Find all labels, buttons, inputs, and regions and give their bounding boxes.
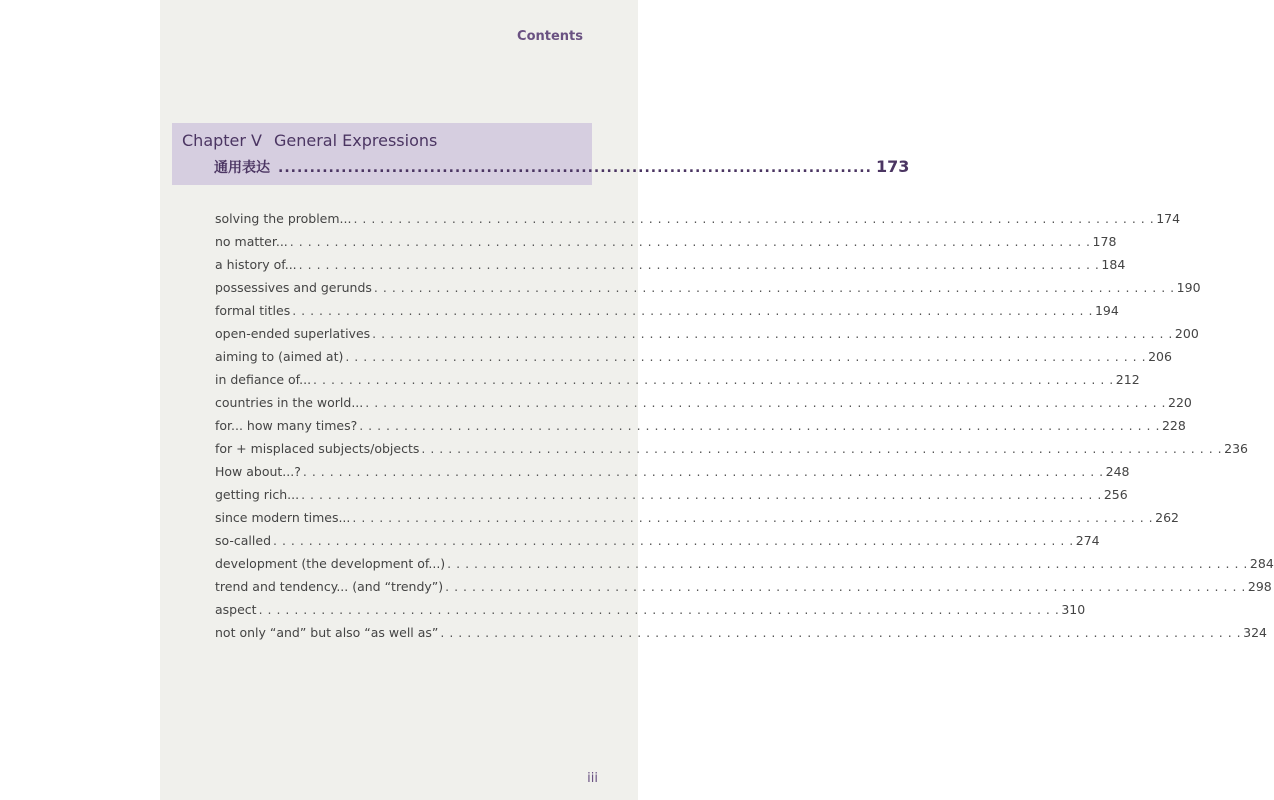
toc-entry-title: no matter... — [215, 234, 288, 249]
dot-leader: . . . . . . . . . . . . . . . . . . . . . . . . . . . . . . . . . . . . . . . . . . . . . . . . . . . . . . . . . . . . . . . . . . . . . . . . . . . . . . . . . . . . . . . . . . — [353, 211, 1155, 226]
toc-entry-title: countries in the world... — [215, 395, 364, 410]
toc-entry-title: formal titles — [215, 303, 291, 318]
toc-entry-title: a history of... — [215, 257, 297, 272]
dot-leader: . . . . . . . . . . . . . . . . . . . . . . . . . . . . . . . . . . . . . . . . . . . . . . . . . . . . . . . . . . . . . . . . . . . . . . . . . . . . . . . . . . . . . . . . . . — [365, 395, 1166, 410]
page-folio: iii — [587, 771, 598, 786]
dot-leader: . . . . . . . . . . . . . . . . . . . . . . . . . . . . . . . . . . . . . . . . . . . . . . . . . . . . . . . . . . . . . . . . . . . . . . . . . . . . . . . . . . . . . . . . . . — [445, 579, 1246, 594]
dot-leader: . . . . . . . . . . . . . . . . . . . . . . . . . . . . . . . . . . . . . . . . . . . . . . . . . . . . . . . . . . . . . . . . . . . . . . . . . . . . . . . . . . . . . . . . . . — [301, 487, 1102, 502]
toc-entry-title: development (the development of...) — [215, 556, 446, 571]
toc-entry — [215, 487, 1128, 510]
dot-leader: . . . . . . . . . . . . . . . . . . . . . . . . . . . . . . . . . . . . . . . . . . . . . . . . . . . . . . . . . . . . . . . . . . . . . . . . . . . . . . . . . . . . . . . . . . — [421, 441, 1223, 456]
toc-entry-page: 274 — [1075, 533, 1100, 548]
dot-leader: . . . . . . . . . . . . . . . . . . . . . . . . . . . . . . . . . . . . . . . . . . . . . . . . . . . . . . . . . . . . . . . . . . . . . . . . . . . . . . . . . . . . . . . . . . — [273, 533, 1074, 548]
chapter-page-number: 173 — [875, 157, 910, 176]
dot-leader: . . . . . . . . . . . . . . . . . . . . . . . . . . . . . . . . . . . . . . . . . . . . . . . . . . . . . . . . . . . . . . . . . . . . . . . . . . . . . . . . . . . . . . . . . . — [345, 349, 1147, 364]
toc-entry-page: 310 — [1061, 602, 1086, 617]
dot-leader: . . . . . . . . . . . . . . . . . . . . . . . . . . . . . . . . . . . . . . . . . . . . . . . . . . . . . . . . . . . . . . . . . . . . . . . . . . . . . . . . . . . . . . . . . . — [447, 556, 1248, 571]
toc-entry-page: 284 — [1249, 556, 1274, 571]
toc-entry — [215, 533, 1100, 556]
dot-leader: . . . . . . . . . . . . . . . . . . . . . . . . . . . . . . . . . . . . . . . . . . . . . . . . . . . . . . . . . . . . . . . . . . . . . . . . . . . . . . . . . . . . . . . . . . — [352, 510, 1154, 525]
chapter-subtitle-row — [214, 157, 910, 179]
toc-entry-page: 190 — [1176, 280, 1201, 295]
toc-entry-page: 200 — [1174, 326, 1199, 341]
dot-leader: . . . . . . . . . . . . . . . . . . . . . . . . . . . . . . . . . . . . . . . . . . . . . . . . . . . . . . . . . . . . . . . . . . . . . . . . . . . . . . . . . . . . . . . . . . — [373, 280, 1175, 295]
running-head: Contents — [517, 29, 583, 44]
dot-leader: . . . . . . . . . . . . . . . . . . . . . . . . . . . . . . . . . . . . . . . . . . . . . . . . . . . . . . . . . . . . . . . . . . . . . . . . . . . . . . . . . . . . . . . . . . — [292, 303, 1093, 318]
toc-entry — [215, 625, 1268, 648]
toc-entry-title: aspect — [215, 602, 257, 617]
chapter-name: General Expressions — [274, 131, 438, 150]
toc-entry-page: 262 — [1155, 510, 1179, 525]
toc-entry — [215, 211, 1181, 234]
dot-leader: . . . . . . . . . . . . . . . . . . . . . . . . . . . . . . . . . . . . . . . . . . . . . . . . . . . . . . . . . . . . . . . . . . . . . . . . . . . . . . . . . . . . . . . . . . — [440, 625, 1242, 640]
toc-entry — [215, 556, 1274, 579]
toc-entry-page: 256 — [1103, 487, 1128, 502]
toc-entry-title: so-called — [215, 533, 272, 548]
toc-entry — [215, 257, 1126, 280]
chapter-number: Chapter V — [182, 131, 262, 150]
toc-entry — [215, 464, 1130, 487]
toc-entry-title: for... how many times? — [215, 418, 358, 433]
toc-entry-page: 324 — [1243, 625, 1268, 640]
chapter-subtitle-cn: 通用表达 — [214, 160, 270, 176]
toc-entry — [215, 280, 1201, 303]
toc-entry — [215, 303, 1119, 326]
toc-entry-page: 248 — [1105, 464, 1130, 479]
chapter-heading-band — [172, 123, 910, 185]
toc-entry-page: 236 — [1224, 441, 1248, 456]
toc-entry — [215, 441, 1248, 464]
dot-leader: . . . . . . . . . . . . . . . . . . . . . . . . . . . . . . . . . . . . . . . . . . . . . . . . . . . . . . . . . . . . . . . . . . . . . . . . . . . . . . . . . . . . . . . . . . — [298, 257, 1100, 272]
toc-entry — [215, 372, 1140, 395]
chapter-title — [182, 131, 437, 150]
dot-leader: . . . . . . . . . . . . . . . . . . . . . . . . . . . . . . . . . . . . . . . . . . . . . . . . . . . . . . . . . . . . . . . . . . . . . . . . . . . . . . . . . . . . . . . . . . — [302, 464, 1104, 479]
toc-entry — [215, 349, 1172, 372]
toc-entry-title: getting rich... — [215, 487, 300, 502]
dot-leader: . . . . . . . . . . . . . . . . . . . . . . . . . . . . . . . . . . . . . . . . . . . . . . . . . . . . . . . . . . . . . . . . . . . . . . . . . . . . . . . . . . . . . . . . . . — [372, 326, 1173, 341]
toc-entry-page: 228 — [1161, 418, 1186, 433]
dot-leader: . . . . . . . . . . . . . . . . . . . . . . . . . . . . . . . . . . . . . . . . . . . . . . . . . . . . . . . . . . . . . . . . . . . . . . . . . . . . . . . . . . . . . . . . . . — [258, 602, 1060, 617]
dot-leader: . . . . . . . . . . . . . . . . . . . . . . . . . . . . . . . . . . . . . . . . . . . . . . . . . . . . . . . . . . . . . . . . . . . . . . . . . . . . . . . . . . . . . . . . . . — [359, 418, 1160, 433]
toc-entry-title: for + misplaced subjects/objects — [215, 441, 420, 456]
toc-entry-title: possessives and gerunds — [215, 280, 372, 295]
toc-entry-title: since modern times... — [215, 510, 351, 525]
toc-entry — [215, 510, 1179, 533]
book-page — [160, 0, 1274, 800]
toc-entry-page: 212 — [1115, 372, 1140, 387]
toc-entry — [215, 418, 1186, 441]
toc-entry — [215, 326, 1199, 349]
toc-entry-title: not only “and” but also “as well as” — [215, 625, 439, 640]
toc-entry — [215, 579, 1272, 602]
toc-entry-title: solving the problem... — [215, 211, 352, 226]
toc-entry-page: 184 — [1101, 257, 1126, 272]
toc-list — [215, 211, 1274, 648]
toc-entry — [215, 602, 1086, 625]
toc-entry-title: in defiance of... — [215, 372, 312, 387]
dot-leader: .............................................................................................. — [278, 160, 872, 176]
toc-entry-page: 206 — [1148, 349, 1172, 364]
toc-entry — [215, 395, 1192, 418]
dot-leader: . . . . . . . . . . . . . . . . . . . . . . . . . . . . . . . . . . . . . . . . . . . . . . . . . . . . . . . . . . . . . . . . . . . . . . . . . . . . . . . . . . . . . . . . . . — [313, 372, 1114, 387]
toc-entry-title: trend and tendency... (and “trendy”) — [215, 579, 444, 594]
toc-entry-page: 220 — [1168, 395, 1192, 410]
toc-entry-page: 194 — [1094, 303, 1119, 318]
toc-entry-page: 174 — [1156, 211, 1181, 226]
toc-entry-title: aiming to (aimed at) — [215, 349, 344, 364]
toc-entry — [215, 234, 1117, 257]
toc-entry-title: How about...? — [215, 464, 301, 479]
toc-entry-page: 178 — [1092, 234, 1117, 249]
toc-entry-title: open-ended superlatives — [215, 326, 371, 341]
toc-entry-page: 298 — [1247, 579, 1272, 594]
dot-leader: . . . . . . . . . . . . . . . . . . . . . . . . . . . . . . . . . . . . . . . . . . . . . . . . . . . . . . . . . . . . . . . . . . . . . . . . . . . . . . . . . . . . . . . . . . — [289, 234, 1091, 249]
